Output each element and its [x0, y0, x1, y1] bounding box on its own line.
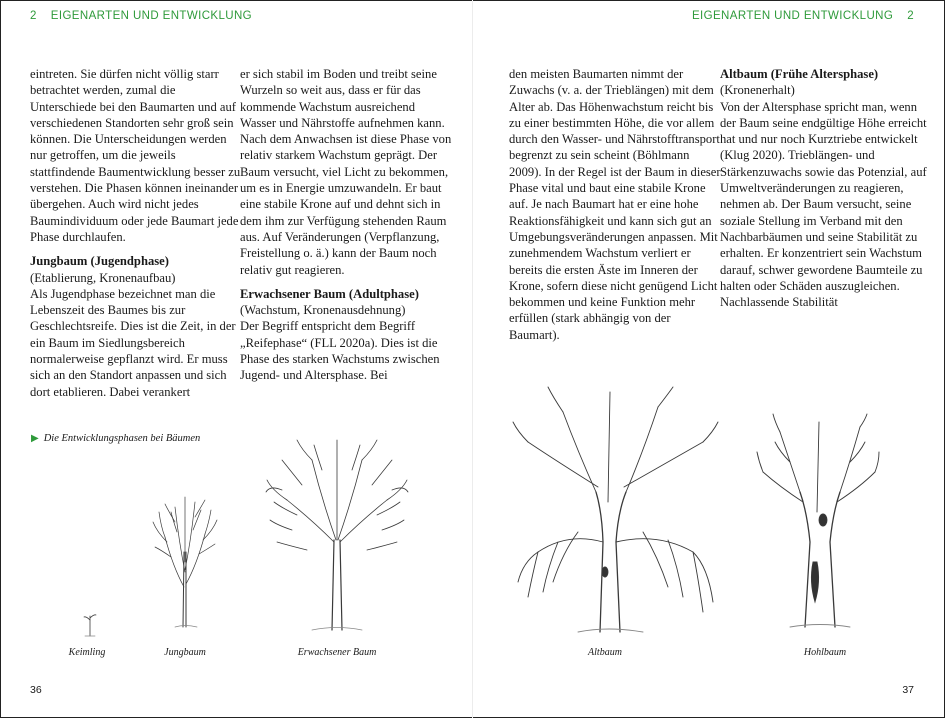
paragraph: den meisten Baumarten nimmt der Zuwachs (v. a. der Trieblängen) mit dem Alter ab. Das Höhenwachstum reicht bis zu einer bestimmten Höhe, die vor allem durch den Wasser- und Nährstofftransport begrenzt zu sein scheint (Böhlmann 2009). In der Regel ist der Baum in dieser Phase vital und baut eine stabile Krone auf. Je nach Baumart hat er eine hohe Reaktionsfähigkeit und kann sich gut an Umgebungsveränderungen anpassen. Mit zunehmendem Wachstum verliert er bereits die ersten Äste im Inneren der Krone, sofern diese nicht genügend Licht bekommen und keine Funktion mehr erfüllen (stark abhängig von der Baumart). [509, 67, 721, 342]
adult-tree-illustration [262, 430, 412, 635]
label-hohlbaum: Hohlbaum [803, 647, 847, 658]
running-header-right [692, 10, 914, 22]
paragraph: eintreten. Sie dürfen nicht völlig starr betrachtet werden, zumal die Unterschiede bei den Baumarten und auf verschiedenen Standorten sehr groß sein können. Die Unterscheidungen werden nur getroffen, um die jeweils stattfindende Baumentwicklung besser zu verstehen. Die Phasen können ineinander übergehen. Auch wird nicht jedes Baumindividuum oder jede Baumart jede Phase durchlaufen. [30, 67, 241, 244]
section-subheading: (Kronenerhalt) [720, 83, 795, 98]
figure-caption [31, 433, 200, 444]
text-column-4 [720, 66, 932, 310]
label-jungbaum: Jungbaum [164, 647, 206, 658]
chapter-number-right: 2 [907, 10, 914, 22]
seedling-illustration [80, 608, 100, 638]
label-altbaum: Altbaum [588, 647, 622, 658]
spread-gutter [472, 0, 473, 718]
label-keimling: Keimling [68, 647, 106, 658]
text-column-3 [509, 66, 721, 343]
section-heading-altbaum: Altbaum (Frühe Altersphase) [720, 67, 879, 81]
chapter-number-left: 2 [30, 10, 37, 22]
section-heading-jungbaum: Jungbaum (Jugendphase) [30, 254, 169, 269]
label-erwachsener-baum: Erwachsener Baum [297, 647, 377, 658]
section-subheading: (Wachstum, Kronenausdehnung) [240, 303, 406, 318]
section-heading-erwachsener-baum: Erwachsener Baum (Adultphase) [240, 286, 419, 301]
running-header-left [30, 10, 252, 22]
caption-text: Die Entwicklungsphasen bei Bäumen [43, 433, 201, 444]
paragraph: Der Begriff entspricht dem Begriff „Reifephase“ (FLL 2020a). Dies ist die Phase des starken Wachstums zwischen Jugend- und Altersphase. Bei [240, 319, 440, 383]
old-tree-illustration [508, 382, 723, 640]
chapter-title-left: EIGENARTEN UND ENTWICKLUNG [50, 10, 253, 22]
section-subheading: (Etablierung, Kronenaufbau) [30, 270, 176, 285]
page-number-left: 36 [30, 684, 42, 696]
young-tree-illustration [145, 492, 225, 632]
paragraph: Von der Altersphase spricht man, wenn der Baum seine endgültige Höhe erreicht hat und nur noch Kurztriebe entwickelt (Klug 2020). Trieblängen- und Stärkenzuwachs sowie das Potenzial, auf Umweltveränderungen zu reagieren, nehmen ab. Der Baum versucht, seine soziale Stellung im Verband mit den Nachbarbäumen und seine Stabilität zu erhalten. Er konzentriert sein Wachstum darauf, schwer gewordene Baumteile zu halten oder Schäden auszugleichen. Nachlassende Stabilität [720, 99, 927, 310]
paragraph: er sich stabil im Boden und treibt seine Wurzeln so weit aus, dass er für das kommende Wachstum ausreichend Wasser und Nährstoffe aufnehmen kann. Nach dem Anwachsen ist diese Phase von relativ starkem Wachstum geprägt. Der Baum versucht, viel Licht zu bekommen, um es in Energie umzuwandeln. Er baut eine stabile Krone auf und dehnt sich in dem ihm zur Verfügung stehenden Raum aus. Auf Veränderungen (Verpflanzung, Freistellung o. ä.) kann der Baum noch relativ gut reagieren. [240, 67, 452, 277]
hollow-tree-illustration [755, 412, 880, 634]
text-column-2 [240, 66, 452, 384]
page-number-right: 37 [902, 684, 914, 696]
paragraph: Als Jugendphase bezeichnet man die Lebenszeit des Baumes bis zur Geschlechtsreife. Dies ist die Zeit, in der ein Baum im Siedlungsbereich normalerweise gepflanzt wird. Er muss sich an den Standort anpassen und sich dort etablieren. Dabei verankert [30, 286, 236, 399]
text-column-1 [30, 66, 242, 400]
caption-arrow-icon: ▶ [31, 433, 39, 444]
chapter-title-right: EIGENARTEN UND ENTWICKLUNG [691, 10, 894, 22]
